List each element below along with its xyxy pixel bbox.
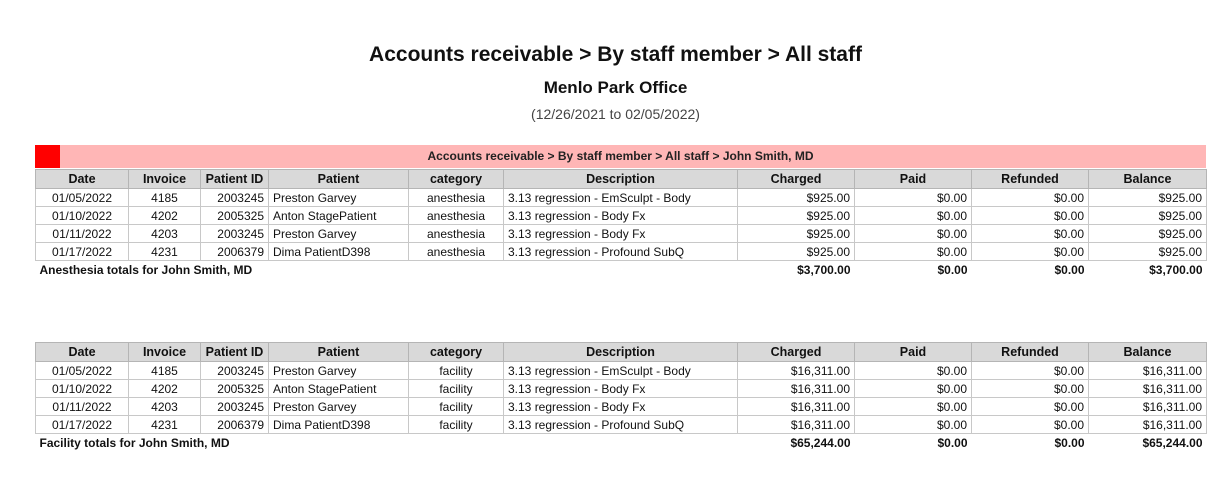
totals-row (36, 434, 1207, 452)
column-header-date: Date (36, 343, 129, 362)
cell-patient-id: 2006379 (201, 243, 269, 261)
cell-patient-id: 2003245 (201, 398, 269, 416)
cell-charged: $925.00 (738, 207, 855, 225)
table-row (36, 416, 1207, 434)
facility-table (35, 342, 1207, 451)
cell-refunded: $0.00 (972, 380, 1089, 398)
total-balance: $65,244.00 (1089, 434, 1207, 452)
table-row (36, 189, 1207, 207)
office-name: Menlo Park Office (543, 78, 688, 97)
cell-patient: Dima PatientD398 (269, 243, 409, 261)
cell-category: facility (409, 416, 504, 434)
cell-patient: Anton StagePatient (269, 380, 409, 398)
column-header-patient: Patient (269, 343, 409, 362)
total-balance: $3,700.00 (1089, 261, 1207, 279)
total-refunded: $0.00 (972, 434, 1089, 452)
cell-category: facility (409, 362, 504, 380)
table-row (36, 380, 1207, 398)
cell-paid: $0.00 (855, 207, 972, 225)
column-header-paid: Paid (855, 343, 972, 362)
column-header-paid: Paid (855, 170, 972, 189)
cell-description: 3.13 regression - EmSculpt - Body (504, 189, 738, 207)
column-header-charged: Charged (738, 343, 855, 362)
cell-paid: $0.00 (855, 362, 972, 380)
totals-label: Facility totals for John Smith, MD (36, 434, 738, 452)
cell-date: 01/11/2022 (36, 225, 129, 243)
column-header-description: Description (504, 170, 738, 189)
cell-description: 3.13 regression - Body Fx (504, 225, 738, 243)
cell-invoice: 4231 (129, 416, 201, 434)
cell-invoice: 4231 (129, 243, 201, 261)
cell-description: 3.13 regression - Profound SubQ (504, 243, 738, 261)
cell-paid: $0.00 (855, 243, 972, 261)
cell-patient-id: 2006379 (201, 416, 269, 434)
column-header-refunded: Refunded (972, 170, 1089, 189)
column-header-date: Date (36, 170, 129, 189)
table-row (36, 398, 1207, 416)
column-header-patient: Patient (269, 170, 409, 189)
cell-patient: Dima PatientD398 (269, 416, 409, 434)
column-header-balance: Balance (1089, 170, 1207, 189)
cell-charged: $925.00 (738, 189, 855, 207)
cell-paid: $0.00 (855, 380, 972, 398)
cell-description: 3.13 regression - Profound SubQ (504, 416, 738, 434)
cell-charged: $925.00 (738, 225, 855, 243)
cell-invoice: 4202 (129, 207, 201, 225)
cell-category: anesthesia (409, 207, 504, 225)
cell-balance: $16,311.00 (1089, 380, 1207, 398)
cell-refunded: $0.00 (972, 225, 1089, 243)
table-row (36, 362, 1207, 380)
total-paid: $0.00 (855, 261, 972, 279)
cell-date: 01/17/2022 (36, 416, 129, 434)
cell-description: 3.13 regression - Body Fx (504, 207, 738, 225)
cell-paid: $0.00 (855, 416, 972, 434)
cell-description: 3.13 regression - EmSculpt - Body (504, 362, 738, 380)
cell-balance: $16,311.00 (1089, 416, 1207, 434)
cell-patient: Preston Garvey (269, 225, 409, 243)
column-header-patient-id: Patient ID (201, 170, 269, 189)
cell-invoice: 4185 (129, 362, 201, 380)
column-header-patient-id: Patient ID (201, 343, 269, 362)
table-row (36, 225, 1207, 243)
cell-invoice: 4202 (129, 380, 201, 398)
cell-date: 01/10/2022 (36, 207, 129, 225)
column-header-invoice: Invoice (129, 343, 201, 362)
cell-invoice: 4185 (129, 189, 201, 207)
cell-category: anesthesia (409, 225, 504, 243)
group-header-label: Accounts receivable > By staff member > All staff > John Smith, MD (427, 149, 814, 163)
cell-category: anesthesia (409, 189, 504, 207)
cell-patient: Preston Garvey (269, 398, 409, 416)
report-title: Accounts receivable > By staff member > All staff (369, 43, 862, 66)
cell-patient-id: 2003245 (201, 362, 269, 380)
cell-refunded: $0.00 (972, 416, 1089, 434)
cell-category: facility (409, 380, 504, 398)
cell-invoice: 4203 (129, 225, 201, 243)
column-header-invoice: Invoice (129, 170, 201, 189)
cell-balance: $925.00 (1089, 243, 1207, 261)
cell-charged: $16,311.00 (738, 380, 855, 398)
cell-refunded: $0.00 (972, 398, 1089, 416)
cell-date: 01/05/2022 (36, 189, 129, 207)
cell-patient-id: 2003245 (201, 225, 269, 243)
cell-refunded: $0.00 (972, 189, 1089, 207)
cell-date: 01/05/2022 (36, 362, 129, 380)
cell-patient-id: 2003245 (201, 189, 269, 207)
cell-balance: $925.00 (1089, 225, 1207, 243)
cell-balance: $16,311.00 (1089, 362, 1207, 380)
cell-charged: $16,311.00 (738, 362, 855, 380)
date-range: (12/26/2021 to 02/05/2022) (531, 106, 700, 122)
totals-label: Anesthesia totals for John Smith, MD (36, 261, 738, 279)
column-header-category: category (409, 170, 504, 189)
column-header-refunded: Refunded (972, 343, 1089, 362)
cell-balance: $925.00 (1089, 207, 1207, 225)
cell-charged: $16,311.00 (738, 416, 855, 434)
cell-category: anesthesia (409, 243, 504, 261)
cell-patient: Anton StagePatient (269, 207, 409, 225)
cell-patient-id: 2005325 (201, 207, 269, 225)
cell-patient: Preston Garvey (269, 362, 409, 380)
cell-paid: $0.00 (855, 225, 972, 243)
column-header-charged: Charged (738, 170, 855, 189)
group-color-swatch (35, 145, 60, 168)
anesthesia-table (35, 169, 1207, 278)
cell-paid: $0.00 (855, 398, 972, 416)
cell-patient: Preston Garvey (269, 189, 409, 207)
table-row (36, 243, 1207, 261)
cell-date: 01/11/2022 (36, 398, 129, 416)
cell-category: facility (409, 398, 504, 416)
cell-refunded: $0.00 (972, 362, 1089, 380)
header-row (36, 343, 1207, 362)
cell-description: 3.13 regression - Body Fx (504, 398, 738, 416)
table-row (36, 207, 1207, 225)
cell-description: 3.13 regression - Body Fx (504, 380, 738, 398)
cell-refunded: $0.00 (972, 207, 1089, 225)
group-header-bar (35, 145, 1206, 168)
column-header-description: Description (504, 343, 738, 362)
total-charged: $65,244.00 (738, 434, 855, 452)
total-refunded: $0.00 (972, 261, 1089, 279)
header-row (36, 170, 1207, 189)
cell-balance: $16,311.00 (1089, 398, 1207, 416)
cell-date: 01/17/2022 (36, 243, 129, 261)
total-charged: $3,700.00 (738, 261, 855, 279)
column-header-balance: Balance (1089, 343, 1207, 362)
cell-date: 01/10/2022 (36, 380, 129, 398)
cell-patient-id: 2005325 (201, 380, 269, 398)
cell-charged: $16,311.00 (738, 398, 855, 416)
totals-row (36, 261, 1207, 279)
cell-paid: $0.00 (855, 189, 972, 207)
cell-invoice: 4203 (129, 398, 201, 416)
total-paid: $0.00 (855, 434, 972, 452)
cell-charged: $925.00 (738, 243, 855, 261)
cell-refunded: $0.00 (972, 243, 1089, 261)
cell-balance: $925.00 (1089, 189, 1207, 207)
column-header-category: category (409, 343, 504, 362)
